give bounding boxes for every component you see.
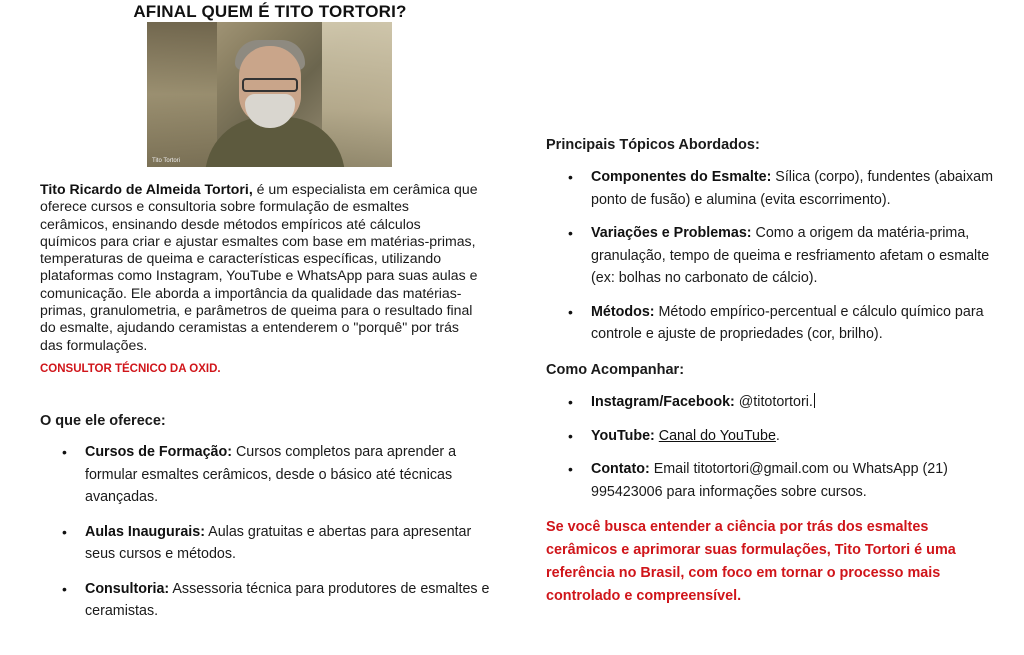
list-item-label: Métodos: <box>591 303 655 320</box>
list-item <box>85 521 505 566</box>
list-item <box>85 578 505 623</box>
list-item-text: Assessoria técnica para produtores de esmaltes e ceramistas. <box>85 580 490 619</box>
list-item <box>591 301 1011 346</box>
list-item-label: Consultoria: <box>85 580 170 597</box>
list-item-text: Aulas gratuitas e abertas para apresentar seus cursos e métodos. <box>85 523 472 562</box>
youtube-channel-link[interactable]: Canal do YouTube <box>658 427 776 444</box>
list-item-label: Contato: <box>591 461 650 477</box>
list-item-contato <box>591 458 991 503</box>
list-item <box>591 222 1011 290</box>
list-item <box>85 441 505 509</box>
topics-heading: Principais Tópicos Abordados: <box>546 137 760 153</box>
offers-heading: O que ele oferece: <box>40 413 166 429</box>
bio-name: Tito Ricardo de Almeida Tortori, <box>40 181 253 197</box>
contact-text: Email titotortori@gmail.com ou WhatsApp (21) 995423006 para informações sobre cursos. <box>591 461 948 500</box>
follow-list <box>591 391 991 503</box>
consultor-note: CONSULTOR TÉCNICO DA OXID. <box>40 363 221 375</box>
list-item <box>591 166 1011 211</box>
photo-caption: Tito Tortori <box>152 158 181 164</box>
profile-photo <box>147 22 392 167</box>
list-item-text: Sílica (corpo), fundentes (abaixam ponto de fusão) e alumina (evita escorrimento). <box>591 169 994 208</box>
bio-text: é um especialista em cerâmica que oferece cursos e consultoria sobre formulação de esmaltes cerâmicos, ensinando desde métodos empíricos até cálculos químicos para criar e ajustar esmaltes com base em matérias-primas, temperaturas de queima e características específicas, utilizando plataformas como Instagram, YouTube e WhatsApp para suas aulas e comunicação. Ele aborda a importância da qualidade das matérias-primas, granulometria, e parâmetros de queima para o resultado final do esmalte, ajudando ceramistas a entenderem o "porquê" por trás das formulações. <box>40 181 478 353</box>
bio-paragraph <box>40 181 480 354</box>
list-item-text: Como a origem da matéria-prima, granulação, tempo de queima e resfriamento afetam o esmalte (ex: bolhas no carbonato de cálcio). <box>591 225 990 286</box>
offers-list <box>85 441 505 623</box>
topics-list <box>591 166 1011 346</box>
list-item-label: Cursos de Formação: <box>85 444 232 460</box>
closing-statement: Se você busca entender a ciência por trás dos esmaltes cerâmicos e aprimorar suas formulações, Tito Tortori é uma referência no Brasil, com foco em tornar o processo mais controlado e compreensível. <box>546 519 956 604</box>
list-item-label: YouTube: <box>591 427 655 444</box>
list-item-youtube <box>591 425 991 448</box>
youtube-suffix: . <box>775 427 780 444</box>
instagram-handle: @titotortori. <box>734 394 813 410</box>
list-item-text: Método empírico-percentual e cálculo químico para controle e ajuste de propriedades (cor, brilho). <box>591 303 984 342</box>
list-item-label: Aulas Inaugurais: <box>85 523 205 540</box>
list-item-label: Componentes do Esmalte: <box>591 169 772 185</box>
follow-heading: Como Acompanhar: <box>546 362 685 378</box>
list-item-instagram <box>591 391 991 414</box>
list-item-text: Cursos completos para aprender a formular esmaltes cerâmicos, desde o básico até técnicas avançadas. <box>85 444 457 505</box>
page-title: AFINAL QUEM É TITO TORTORI? <box>133 2 407 21</box>
list-item-label: Variações e Problemas: <box>591 225 752 241</box>
text-cursor <box>814 393 815 408</box>
list-item-label: Instagram/Facebook: <box>591 394 735 410</box>
